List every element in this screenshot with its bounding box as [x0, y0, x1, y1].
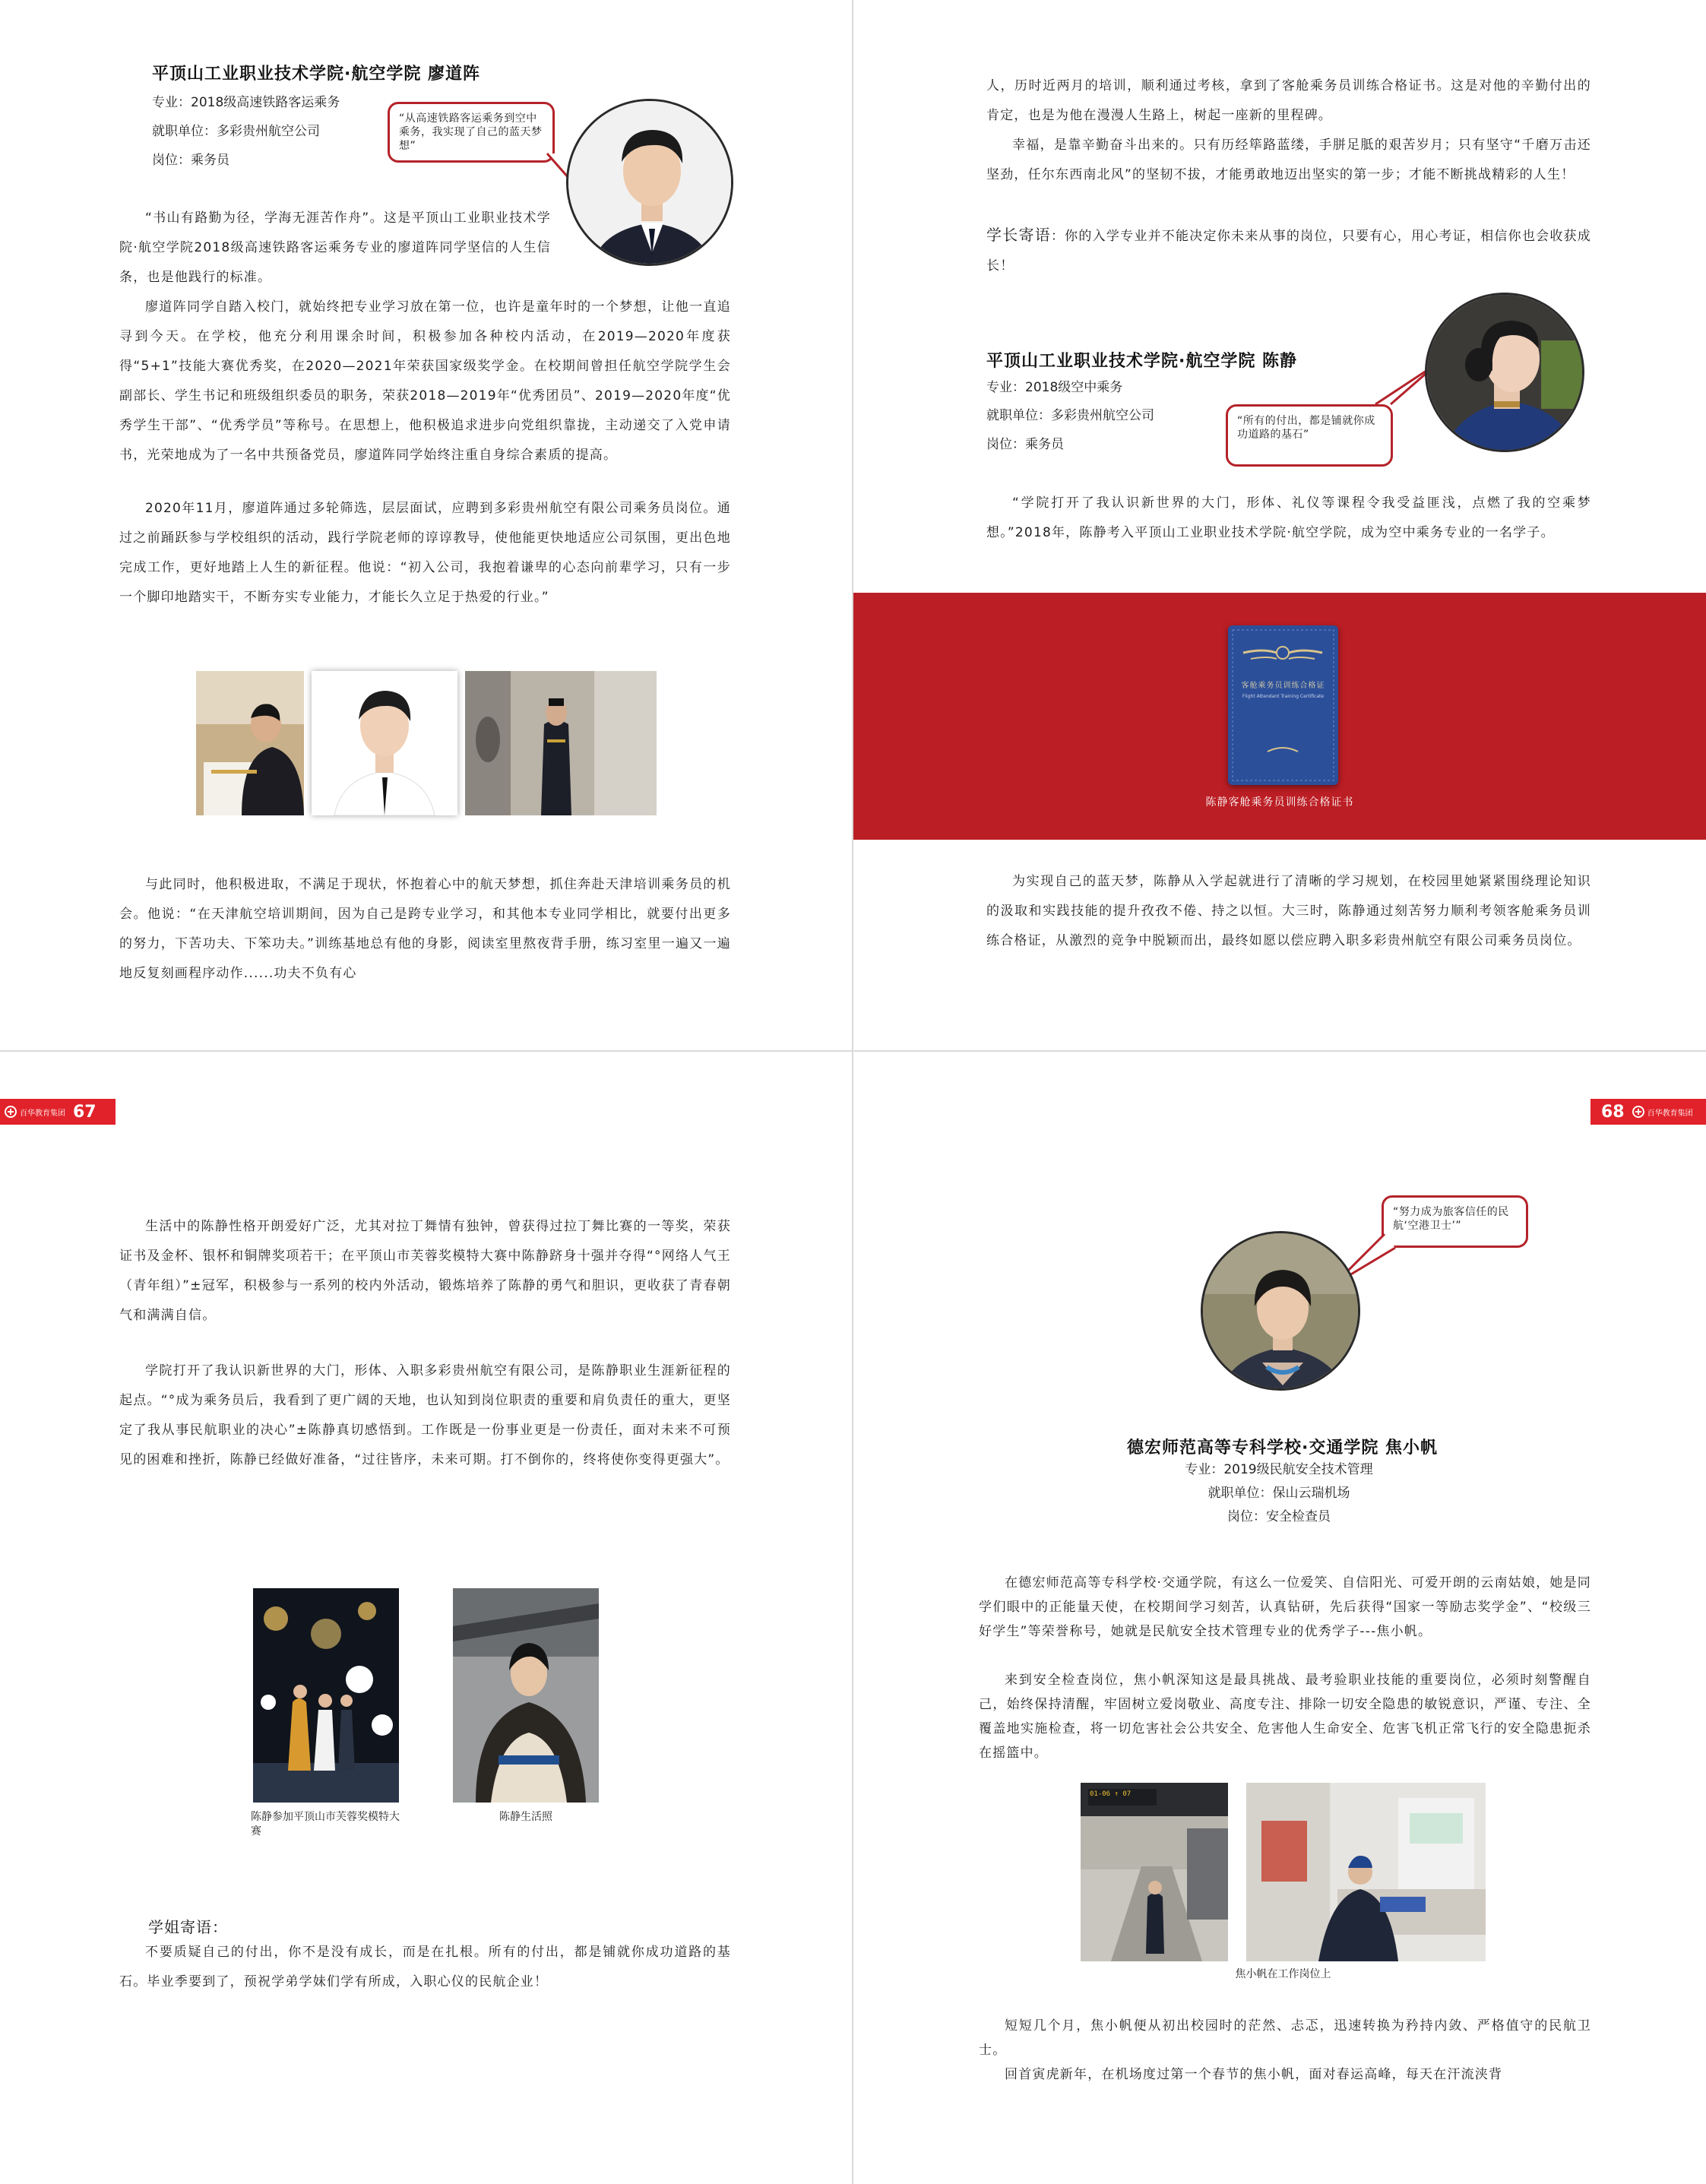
page-number-tag [1590, 1099, 1706, 1125]
brand-logo-icon [1632, 1106, 1644, 1118]
profile-position: 岗位：乘务员 [152, 153, 229, 168]
stage-photo [253, 1588, 399, 1803]
profile-major: 专业：2018级空中乘务 [986, 380, 1123, 395]
profile-position: 岗位：安全检查员 [1227, 1509, 1331, 1524]
senior-message-text: ：你的入学专业并不能决定你未来从事的岗位，只要有心，用心考证，相信你也会收获成长！ [986, 229, 1591, 274]
body-paragraph: 学院打开了我认识新世界的大门，形体、入职多彩贵州航空有限公司，是陈静职业生涯新征程的起点。“°成为乘务员后，我看到了更广阔的天地，也认知到岗位职责的重要和肩负责任的重大，更坚定了我从事民航职业的决心”±陈静真切感悟到。工作既是一份事业更是一份责任，面对未来不可预见的困难和挫折，陈静已经做好准备，“过往皆序，未来可期。打不倒你的，终将使你变得更强大”。 [119, 1363, 731, 1467]
photo-caption: 陈静参加平顶山市芙蓉奖模特大赛 [251, 1811, 400, 1837]
certificate-subtitle: Flight Attendant Training Certificate [1242, 694, 1325, 699]
work-photo-checkpoint [1246, 1783, 1486, 1961]
profile-employer: 就职单位：保山云瑞机场 [1207, 1486, 1350, 1501]
body-paragraph: 2020年11月，廖道阵通过多轮筛选，层层面试，应聘到多彩贵州航空有限公司乘务员岗位。通过之前踊跃参与学校组织的活动，践行学院老师的谆谆教导，使他能更快地适应公司氛围，更出色地完成工作，更好地踏上人生的新征程。他说：“初入公司，我抱着谦卑的心态向前辈学习，只有一步一个脚印地踏实干，不断夯实专业能力，才能长久立足于热爱的行业。” [119, 501, 731, 605]
senior-message-text: 不要质疑自己的付出，你不是没有成长，而是在扎根。所有的付出，都是铺就你成功道路的基石。毕业季要到了，预祝学弟学妹们学有所成，入职心仪的民航企业！ [119, 1945, 731, 1989]
avatar [1425, 293, 1584, 452]
body-paragraph: 与此同时，他积极进取，不满足于现状，怀抱着心中的航天梦想，抓住奔赴天津培训乘务员的机会。他说：“在天津航空培训期间，因为自己是跨专业学习，和其他本专业同学相比，就要付出更多的努力，下苦功夫、下笨功夫。”训练基地总有他的身影，阅读室里熬夜背手册，练习室里一遍又一遍地反复刻画程序动作......功夫不负有心 [119, 877, 731, 981]
cabin-photo [465, 671, 657, 815]
gate-sign: 01-06 ↑ 07 [1090, 1790, 1132, 1798]
profile-major: 专业：2019级民航安全技术管理 [1185, 1462, 1373, 1477]
body-paragraph: 幸福，是靠辛勤奋斗出来的。只有历经筚路蓝缕，手胼足胝的艰苦岁月；只有坚守“千磨万击还坚劲，任尔东西南北风”的坚韧不拔，才能勇敢地迈出坚实的第一步；才能不断挑战精彩的人生！ [986, 138, 1591, 182]
photo-caption: 陈静生活照 [499, 1811, 552, 1823]
senior-message [986, 220, 1591, 281]
senior-message-heading: 学姐寄语： [148, 1918, 228, 1936]
profile-title: 德宏师范高等专科学校·交通学院 焦小帆 [1127, 1439, 1439, 1458]
certificate-caption: 陈静客舱乘务员训练合格证书 [1205, 796, 1354, 809]
quote-bubble: “所有的付出，都是铺就你成功道路的基石” [1226, 404, 1393, 467]
brand-name: 百华教育集团 [20, 1109, 65, 1118]
brand-name: 百华教育集团 [1647, 1109, 1693, 1118]
avatar [566, 99, 733, 266]
certificate-title: 客舱乘务员训练合格证 [1241, 682, 1325, 690]
life-photo [453, 1588, 599, 1803]
body-paragraph: 来到安全检查岗位，焦小帆深知这是最具挑战、最考验职业技能的重要岗位，必须时刻警醒自己，始终保持清醒，牢固树立爱岗敬业、高度专注、排除一切安全隐患的敏锐意识，严谨、专注、全覆盖地实施检查，将一切危害社会公共安全、危害他人生命安全、危害飞机正常飞行的安全隐患扼杀在摇篮中。 [979, 1673, 1591, 1761]
page-divider-vertical [852, 0, 853, 2184]
quote-bubble: “从高速铁路客运乘务到空中乘务，我实现了自己的蓝天梦想” [388, 102, 555, 163]
body-paragraph: 廖道阵同学自踏入校门，就始终把专业学习放在第一位，也许是童年时的一个梦想，让他一直追寻到今天。在学校，他充分利用课余时间，积极参加各种校内活动，在2019—2020年度获得“5+1”技能大赛优秀奖，在2020—2021年荣获国家级奖学金。在校期间曾担任航空学院学生会副部长、学生书记和班级组织委员的职务，荣获2018—2019年“优秀团员”、2019—2020年度“优秀学生干部”、“优秀学员”等称号。在思想上，他积极追求进步向党组织靠拢，主动递交了入党申请书，光荣地成为了一名中共预备党员，廖道阵同学始终注重自身综合素质的提高。 [119, 299, 731, 463]
profile-title: 平顶山工业职业技术学院·航空学院 廖道阵 [152, 65, 481, 84]
profile-position: 岗位：乘务员 [986, 437, 1064, 452]
certificate-booklet [1228, 625, 1338, 785]
quote-bubble: “努力成为旅客信任的民航‘空港卫士’” [1382, 1195, 1528, 1248]
wings-emblem-icon [1228, 625, 1338, 785]
profile-major: 专业：2018级高速铁路客运乘务 [152, 95, 340, 110]
profile-title: 平顶山工业职业技术学院·航空学院 陈静 [986, 352, 1298, 371]
page-number-tag [0, 1099, 116, 1125]
work-photo-corridor [1081, 1783, 1228, 1961]
profile-employer: 就职单位：多彩贵州航空公司 [986, 408, 1154, 423]
profile-employer: 就职单位：多彩贵州航空公司 [152, 124, 320, 139]
page-number: 67 [73, 1102, 97, 1122]
body-paragraph: 短短几个月，焦小帆便从初出校园时的茫然、忐忑，迅速转换为矜持内敛、严格值守的民航卫士。 [979, 2018, 1591, 2058]
body-paragraph: 生活中的陈静性格开朗爱好广泛，尤其对拉丁舞情有独钟，曾获得过拉丁舞比赛的一等奖，荣获证书及金杯、银杯和铜牌奖项若干；在平顶山市芙蓉奖模特大赛中陈静跻身十强并夺得“°网络人气王（青年组）”±冠军，积极参与一系列的校内外活动，锻炼培养了陈静的勇气和胆识，更收获了青春朝气和满满自信。 [119, 1219, 731, 1323]
intro-paragraph: “学院打开了我认识新世界的大门，形体、礼仪等课程令我受益匪浅，点燃了我的空乘梦想。”2018年，陈静考入平顶山工业职业技术学院·航空学院，成为空中乘务专业的一名学子。 [986, 495, 1591, 540]
continued-paragraph: 人，历时近两月的培训，顺利通过考核，拿到了客舱乘务员训练合格证书。这是对他的辛勤付出的肯定，也是为他在漫漫人生路上，树起一座新的里程碑。 [986, 78, 1591, 123]
body-paragraph: 在德宏师范高等专科学校·交通学院，有这么一位爱笑、自信阳光、可爱开朗的云南姑娘，她是同学们眼中的正能量天使，在校期间学习刻苦，认真钻研，先后获得“国家一等励志奖学金”、“校级三好学生”等荣誉称号，她就是民航安全技术管理专业的优秀学子---焦小帆。 [979, 1575, 1591, 1639]
study-photo [196, 671, 304, 815]
senior-message-label: 学长寄语 [986, 226, 1051, 244]
brand-logo-icon [5, 1106, 17, 1118]
avatar [1201, 1231, 1360, 1391]
body-paragraph: 为实现自己的蓝天梦，陈静从入学起就进行了清晰的学习规划，在校园里她紧紧围绕理论知识的汲取和实践技能的提升孜孜不倦、持之以恒。大三时，陈静通过刻苦努力顺利考领客舱乘务员训练合格证，从激烈的竞争中脱颖而出，最终如愿以偿应聘入职多彩贵州航空有限公司乘务员岗位。 [986, 874, 1591, 948]
intro-paragraph: “书山有路勤为径，学海无涯苦作舟”。这是平顶山工业职业技术学院·航空学院2018级高速铁路客运乘务专业的廖道阵同学坚信的人生信条，也是他践行的标准。 [119, 210, 551, 285]
page-number: 68 [1601, 1102, 1625, 1122]
photo-caption: 焦小帆在工作岗位上 [1235, 1968, 1331, 1980]
portrait-photo [312, 671, 457, 815]
body-paragraph: 回首寅虎新年，在机场度过第一个春节的焦小帆，面对春运高峰，每天在汗流浃背 [1005, 2067, 1503, 2082]
